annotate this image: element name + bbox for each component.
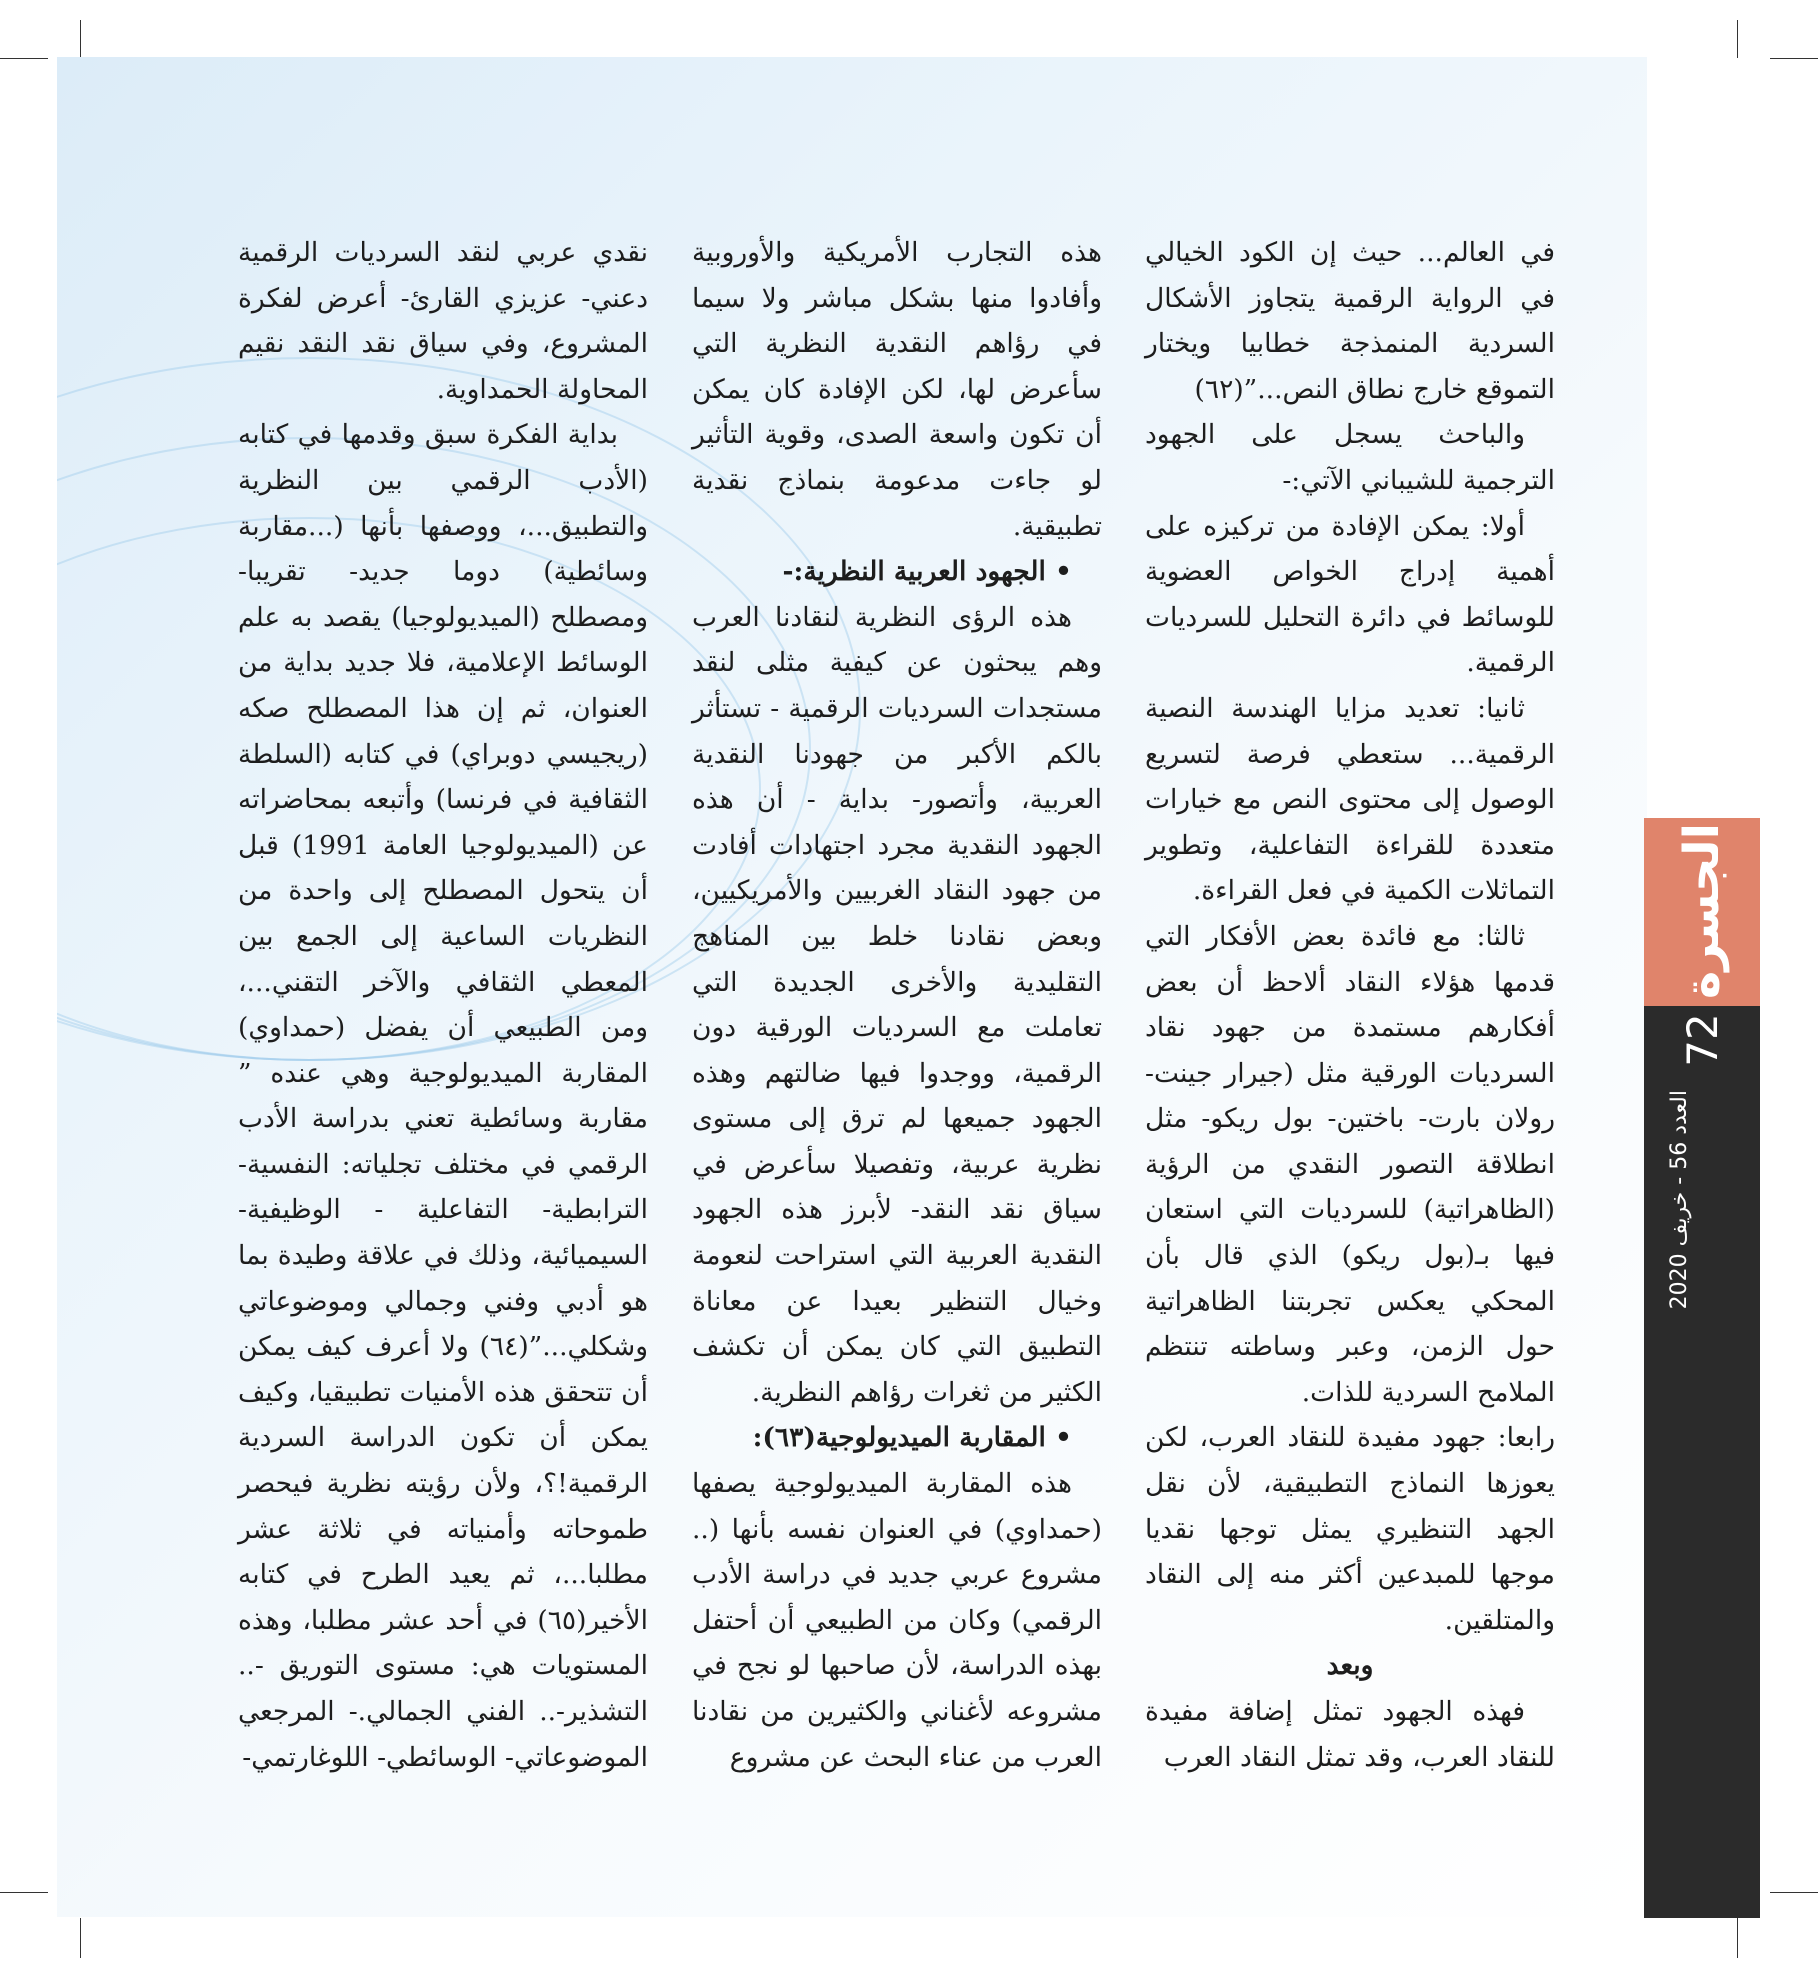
magazine-logo: الجسرة <box>1674 822 1730 1000</box>
crop-mark <box>80 1918 81 1958</box>
crop-mark <box>1737 20 1738 58</box>
paragraph: أولا: يمكن الإفادة من تركيزه على أهمية إدراج الخواص العضوية للوسائط في دائرة التحليل للسرديات الرقمية. <box>1145 510 1555 679</box>
article-column-middle <box>692 230 1102 1780</box>
paragraph: ثانيا: تعديد مزايا الهندسة النصية الرقمية... ستعطي فرصة لتسريع الوصول إلى محتوى النص مع خيارات متعددة للقراءة التفاعلية، وتطوير التماثلات الكمية في فعل القراءة. <box>1145 692 1555 907</box>
paragraph: في العالم... حيث إن الكود الخيالي في الرواية الرقمية يتجاوز الأشكال السردية المنمذجة خطابيا ويختار التموقع خارج نطاق النص...”(٦٢) <box>1145 237 1555 405</box>
issue-label: العدد 56 - خريف 2020 <box>1667 1090 1692 1310</box>
section-heading: • المقاربة الميديولوجية(٦٣): <box>752 1422 1072 1454</box>
crop-mark <box>80 20 81 58</box>
paragraph: هذه الرؤى النظرية لنقادنا العرب وهم يبحثون عن كيفية مثلى لنقد مستجدات السرديات الرقمية - تستأثر بالكم الأكبر من جهودنا النقدية العربية، وأتصور- بداية - أن هذه الجهود النقدية مجرد اجتهادات أفادت من جهود النقاد الغربيين والأمريكيين، وبعض نقادنا خلط بين المناهج التقليدية والأخرى الجديدة التي تعاملت مع السرديات الورقية دون الرقمية، ووجدوا فيها ضالتهم وهذه الجهود جميعها لم ترق إلى مستوى نظرية عربية، وتفصيلا سأعرض في سياق نقد النقد- لأبرز هذه الجهود النقدية العربية التي استراحت لنعومة وخيال التنظير بعيدا عن معاناة التطبيق التي كان يمكن أن تكشف الكثير من ثغرات رؤاهم النظرية. <box>692 601 1102 1408</box>
paragraph: هذه المقاربة الميديولوجية يصفها (حمداوي) في العنوان نفسه بأنها (.. مشروع عربي جديد في دراسة الأدب الرقمي) وكان من الطبيعي أن أحتفل بهذه الدراسة، لأن صاحبها لو نجح في مشروعه لأغناني والكثيرين من نقادنا العرب من عناء البحث عن مشروع <box>692 1468 1102 1773</box>
paragraph: بداية الفكرة سبق وقدمها في كتابه (الأدب الرقمي بين النظرية والتطبيق...، ووصفها بأنها (...مقاربة وسائطية) دوما جديد- تقريبا- ومصطلح (الميديولوجيا) يقصد به علم الوسائط الإعلامية، فلا جديد بداية من العنوان، ثم إن هذا المصطلح صكه (ريجيسي دوبراي) في كتابه (السلطة الثقافية في فرنسا) وأتبعه بمحاضراته عن (الميديولوجيا العامة 1991) قبل أن يتحول المصطلح إلى واحدة من النظريات الساعية إلى الجمع بين المعطي الثقافي والآخر التقني...، ومن الطبيعي أن يفضل (حمداوي) المقاربة الميديولوجية وهي عنده ” مقاربة وسائطية تعني بدراسة الأدب الرقمي في مختلف تجلياته: النفسية- الترابطية- التفاعلية - الوظيفية- السيميائية، وذلك في علاقة وطيدة بما هو أدبي وفني وجمالي وموضوعاتي وشكلي...”(٦٤) ولا أعرف كيف يمكن أن تتحقق هذه الأمنيات تطبيقيا، وكيف يمكن أن تكون الدراسة السردية الرقمية!؟، ولأن رؤيته نظرية فيحصر طموحاته وأمنياته في ثلاثة عشر مطلبا...، ثم يعيد الطرح في كتابه الأخير(٦٥) في أحد عشر مطلبا، وهذه المستويات هي: مستوى التوريق -.. التشذير-.. الفني الجمالي.- المرجعي الموضوعاتي- الوسائطي- اللوغارتمي- <box>238 419 648 1773</box>
section-heading: وبعد <box>1326 1650 1374 1682</box>
page-number: 72 <box>1677 1013 1727 1067</box>
paragraph: رابعا: جهود مفيدة للنقاد العرب، لكن يعوزها النماذج التطبيقية، لأن نقل الجهد التنظيري يمثل توجها نقديا موجها للمبدعين أكثر منه إلى النقاد والمتلقين. <box>1145 1422 1555 1636</box>
section-heading: • الجهود العربية النظرية:- <box>782 556 1072 588</box>
article-column-right <box>1145 230 1555 1780</box>
article-column-left <box>238 230 648 1780</box>
paragraph: نقدي عربي لنقد السرديات الرقمية دعني- عزيزي القارئ- أعرض لفكرة المشروع، وفي سياق نقد النقد نقيم المحاولة الحمداوية. <box>238 237 648 405</box>
crop-mark <box>0 58 48 59</box>
crop-mark <box>1770 1892 1818 1893</box>
paragraph: والباحث يسجل على الجهود الترجمية للشيباني الآتي:- <box>1145 419 1555 496</box>
crop-mark <box>1770 58 1818 59</box>
issue-info <box>1660 1090 1700 1310</box>
paragraph: ثالثا: مع فائدة بعض الأفكار التي قدمها هؤلاء النقاد ألاحظ أن بعض أفكارهم مستمدة من جهود نقاد السرديات الورقية مثل (جيرار جينت- رولان بارت- باختين- بول ريكو- مثل انطلاقة التصور النقدي من الرؤية (الظاهراتية) للسرديات التي استعان فيها بـ(بول ريكو) الذي قال بأن المحكي يعكس تجربتنا الظاهراتية حول الزمن، وعبر وساطته تنتظم الملامح السردية للذات. <box>1145 920 1555 1408</box>
paragraph: هذه التجارب الأمريكية والأوروبية وأفادوا منها بشكل مباشر ولا سيما في رؤاهم النقدية النظرية التي سأعرض لها، لكن الإفادة كان يمكن أن تكون واسعة الصدى، وقوية التأثير لو جاءت مدعومة بنماذج نقدية تطبيقية. <box>692 237 1102 542</box>
paragraph: فهذه الجهود تمثل إضافة مفيدة للنقاد العرب، وقد تمثل النقاد العرب <box>1145 1696 1555 1773</box>
crop-mark <box>0 1892 48 1893</box>
crop-mark <box>1737 1918 1738 1958</box>
